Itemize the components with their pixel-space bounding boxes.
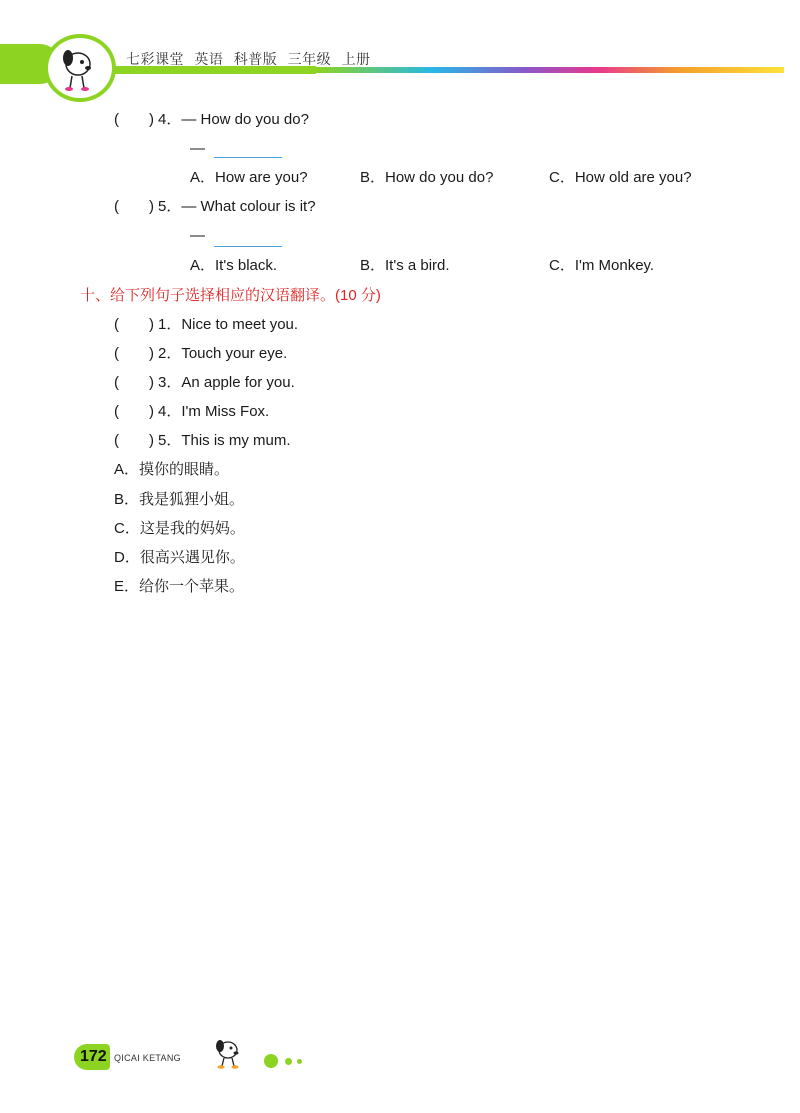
question-number: 4． — [158, 111, 182, 128]
question-prompt: — How do you do? — [181, 111, 309, 128]
mascot-dog-icon — [206, 1036, 246, 1070]
answer-dash: — — [190, 227, 205, 244]
question-number: 5． — [158, 198, 182, 215]
item-text: 5．This is my mum. — [158, 432, 291, 449]
answer-blank-line[interactable] — [214, 246, 282, 247]
choice-a: A．摸你的眼睛。 — [114, 461, 230, 478]
section-10-title: 十、给下列句子选择相应的汉语翻译。(10 分) — [80, 287, 381, 304]
item-text: 2．Touch your eye. — [158, 345, 288, 362]
option-b: B．How do you do? — [360, 169, 494, 186]
translation-item-5 — [114, 431, 291, 451]
translation-item-3 — [114, 373, 295, 393]
choice-b: B．我是狐狸小姐。 — [114, 491, 245, 508]
question-4 — [114, 110, 309, 130]
translation-item-1 — [114, 315, 298, 335]
question-prompt: — What colour is it? — [181, 198, 316, 215]
mascot-dog-icon — [44, 34, 116, 102]
option-a: A．It's black. — [190, 257, 278, 274]
footer-brand: QICAI KETANG — [114, 1053, 181, 1063]
answer-paren[interactable]: ( ) — [114, 432, 154, 449]
option-c: C．How old are you? — [549, 169, 692, 186]
item-text: 3．An apple for you. — [158, 374, 295, 391]
item-text: 1．Nice to meet you. — [158, 316, 299, 333]
page-number: 172 — [80, 1048, 107, 1065]
option-c: C．I'm Monkey. — [549, 257, 655, 274]
header-subject: 英语 — [194, 51, 224, 67]
decor-dot-medium — [285, 1058, 292, 1065]
answer-dash: — — [190, 140, 205, 157]
header-book: 七彩课堂 — [126, 51, 184, 67]
answer-paren[interactable]: ( ) — [114, 345, 154, 362]
question-5 — [114, 197, 316, 217]
answer-paren[interactable]: ( ) — [114, 374, 154, 391]
header-grade: 三年级 — [287, 51, 332, 67]
header-edition: 科普版 — [233, 51, 278, 67]
decor-dot-large — [264, 1054, 278, 1068]
answer-paren[interactable]: ( ) — [114, 111, 154, 128]
option-b: B．It's a bird. — [360, 257, 450, 274]
header-rainbow-stripe — [316, 67, 784, 73]
option-a: A．How are you? — [190, 169, 308, 186]
header-title — [126, 49, 377, 69]
translation-item-4 — [114, 402, 269, 422]
answer-paren[interactable]: ( ) — [114, 198, 154, 215]
choice-e: E．给你一个苹果。 — [114, 578, 245, 595]
answer-blank-line[interactable] — [214, 157, 282, 158]
translation-item-2 — [114, 344, 287, 364]
answer-paren[interactable]: ( ) — [114, 403, 154, 420]
decor-dot-small — [297, 1059, 302, 1064]
header-volume: 上册 — [341, 51, 371, 67]
choice-c: C．这是我的妈妈。 — [114, 520, 245, 537]
answer-paren[interactable]: ( ) — [114, 316, 154, 333]
choice-d: D．很高兴遇见你。 — [114, 549, 245, 566]
item-text: 4．I'm Miss Fox. — [158, 403, 270, 420]
